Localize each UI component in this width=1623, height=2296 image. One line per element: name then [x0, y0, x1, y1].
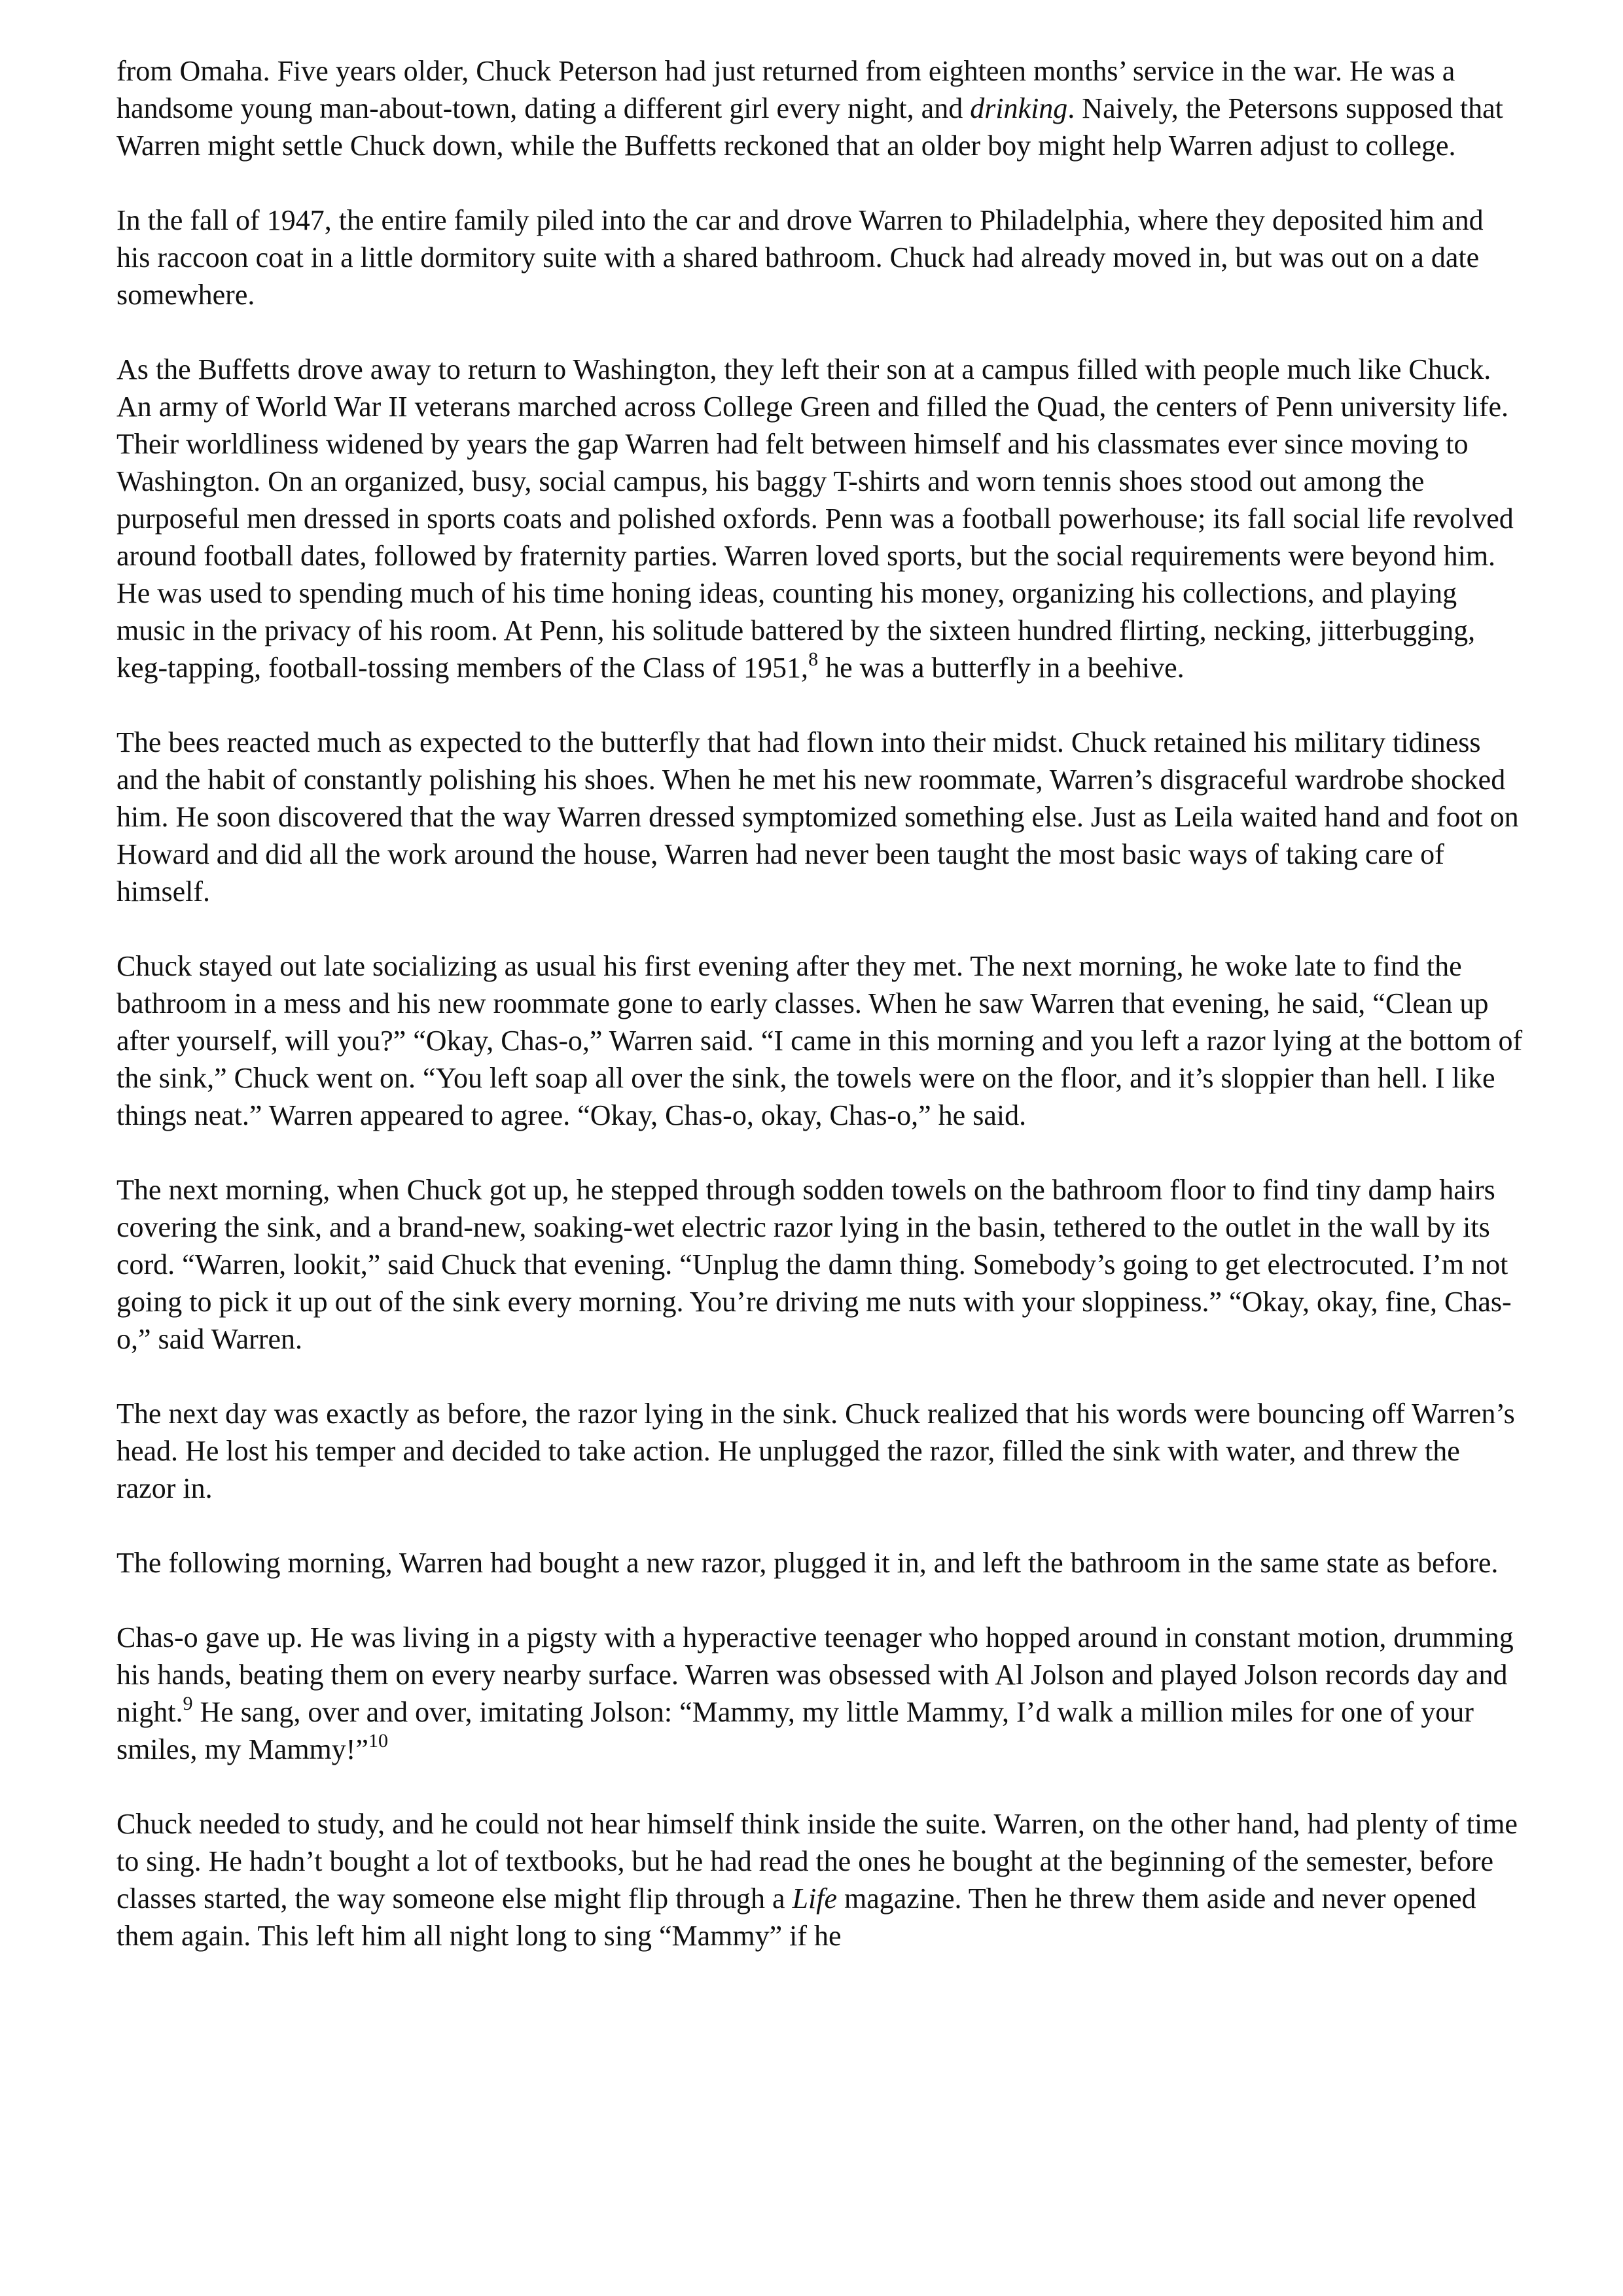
paragraph-text: As the Buffetts drove away to return to Washington, they left their son at a campus filled with people much like Chuck. An army of World War II veterans marched across College Green and filled the Quad, the centers of Penn university life. Their worldliness widened by years the gap Warren had felt between himself and his classmates ever since moving to Washington. On an organized, busy, social campus, his baggy T-shirts and worn tennis shoes stood out among the purposeful men dressed in sports coats and polished oxfords. Penn was a football powerhouse; its fall social life revolved around football dates, followed by fraternity parties. Warren loved sports, but the social requirements were beyond him. He was used to spending much of his time honing ideas, counting his money, organizing his collections, and playing music in the privacy of his room. At Penn, his solitude battered by the sixteen hundred flirting, necking, jitterbugging, keg-tapping, football-tossing members of the Class of 1951,: [116, 353, 1514, 684]
paragraph-10: [116, 1805, 1524, 1954]
paragraph-5: [116, 947, 1524, 1134]
paragraph-text: The next day was exactly as before, the razor lying in the sink. Chuck realized that his words were bouncing off Warren’s head. He lost his temper and decided to take action. He unplugged the razor, filled the sink with water, and threw the razor in.: [116, 1398, 1515, 1504]
paragraph-text: The following morning, Warren had bought a new razor, plugged it in, and left the bathroom in the same state as before.: [116, 1547, 1499, 1579]
paragraph-text: magazine. Then he threw them aside and never opened them again. This left him all night long to sing “Mammy” if he: [116, 1882, 1476, 1952]
paragraph-text: from Omaha. Five years older, Chuck Peterson had just returned from eighteen months’ service in the war. He was a handsome young man-about-town, dating a different girl every night, and: [116, 55, 1455, 124]
paragraph-2: [116, 202, 1524, 313]
paragraph-text: In the fall of 1947, the entire family piled into the car and drove Warren to Philadelphia, where they deposited him and his raccoon coat in a little dormitory suite with a shared bathroom. Chuck had already moved in, but was out on a date somewhere.: [116, 204, 1484, 311]
paragraph-text: Chas-o gave up. He was living in a pigsty with a hyperactive teenager who hopped around in constant motion, drumming his hands, beating them on every nearby surface. Warren was obsessed with Al Jolson and played Jolson records day and night.: [116, 1621, 1514, 1728]
paragraph-text: . Naively, the Petersons supposed that Warren might settle Chuck down, while the Buffetts reckoned that an older boy might help Warren adjust to college.: [116, 92, 1503, 162]
footnote-marker: 10: [368, 1730, 388, 1752]
italic-text: drinking: [970, 92, 1068, 124]
paragraph-1: [116, 52, 1524, 164]
paragraph-text: The next morning, when Chuck got up, he stepped through sodden towels on the bathroom floor to find tiny damp hairs covering the sink, and a brand-new, soaking-wet electric razor lying in the basin, tethered to the outlet in the wall by its cord. “Warren, lookit,” said Chuck that evening. “Unplug the damn thing. Somebody’s going to get electrocuted. I’m not going to pick it up out of the sink every morning. You’re driving me nuts with your sloppiness.” “Okay, okay, fine, Chas-o,” said Warren.: [116, 1174, 1512, 1355]
paragraph-9: [116, 1619, 1524, 1768]
paragraph-text: Chuck needed to study, and he could not hear himself think inside the suite. Warren, on the other hand, had plenty of time to sing. He hadn’t bought a lot of textbooks, but he had read the ones he bought at the beginning of the semester, before classes started, the way someone else might flip through a: [116, 1808, 1518, 1915]
paragraph-7: [116, 1395, 1524, 1507]
paragraph-3: [116, 351, 1524, 686]
paragraph-8: [116, 1544, 1524, 1581]
italic-text: Life: [792, 1882, 837, 1915]
paragraph-text: The bees reacted much as expected to the butterfly that had flown into their midst. Chuck retained his military tidiness and the habit of constantly polishing his shoes. When he met his new roommate, Warren’s disgraceful wardrobe shocked him. He soon discovered that the way Warren dressed symptomized something else. Just as Leila waited hand and foot on Howard and did all the work around the house, Warren had never been taught the most basic ways of taking care of himself.: [116, 726, 1519, 908]
paragraph-4: [116, 724, 1524, 910]
document-page: [116, 52, 1524, 1954]
paragraph-6: [116, 1171, 1524, 1358]
footnote-marker: 8: [808, 648, 819, 670]
paragraph-text: He sang, over and over, imitating Jolson: “Mammy, my little Mammy, I’d walk a million miles for one of your smiles, my Mammy!”: [116, 1696, 1474, 1765]
paragraph-text: Chuck stayed out late socializing as usual his first evening after they met. The next morning, he woke late to find the bathroom in a mess and his new roommate gone to early classes. When he saw Warren that evening, he said, “Clean up after yourself, will you?” “Okay, Chas-o,” Warren said. “I came in this morning and you left a razor lying at the bottom of the sink,” Chuck went on. “You left soap all over the sink, the towels were on the floor, and it’s sloppier than hell. I like things neat.” Warren appeared to agree. “Okay, Chas-o, okay, Chas-o,” he said.: [116, 950, 1523, 1131]
paragraph-text: he was a butterfly in a beehive.: [818, 652, 1185, 684]
footnote-marker: 9: [183, 1693, 193, 1714]
